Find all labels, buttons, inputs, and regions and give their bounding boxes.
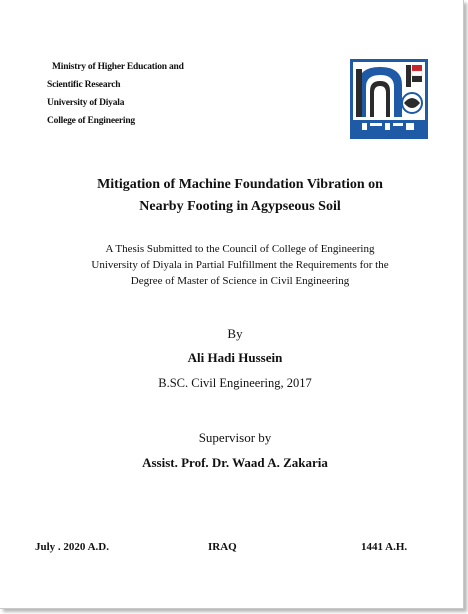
date-ah: 1441 A.H.: [361, 541, 408, 553]
supervisor-label: Supervisor by: [198, 430, 272, 445]
submission-line: Degree of Master of Science in Civil Engineering: [130, 275, 350, 287]
author-name: Ali Hadi Hussein: [187, 350, 283, 365]
college-line: College of Engineering: [47, 116, 135, 126]
supervisor-name: Assist. Prof. Dr. Waad A. Zakaria: [142, 455, 328, 470]
date-ad: July . 2020 A.D.: [35, 541, 109, 553]
university-of-diyala-logo-icon: [350, 59, 428, 139]
title-line: Mitigation of Machine Foundation Vibration on: [97, 177, 383, 192]
country: IRAQ: [208, 541, 237, 553]
submission-statement: [40, 241, 440, 289]
ministry-line: Ministry of Higher Education and: [52, 62, 184, 72]
submission-line: A Thesis Submitted to the Council of College of Engineering: [105, 243, 375, 255]
by-label: By: [227, 326, 243, 341]
university-logo: [350, 59, 428, 139]
ministry-block: [47, 58, 184, 130]
author-degree: B.SC. Civil Engineering, 2017: [158, 376, 312, 390]
title-line: Nearby Footing in Agypseous Soil: [139, 199, 341, 214]
university-line: University of Diyala: [47, 98, 125, 108]
submission-line: University of Diyala in Partial Fulfillment the Requirements for the: [91, 259, 389, 271]
thesis-title: [40, 174, 440, 218]
ministry-line: Scientific Research: [47, 80, 121, 90]
